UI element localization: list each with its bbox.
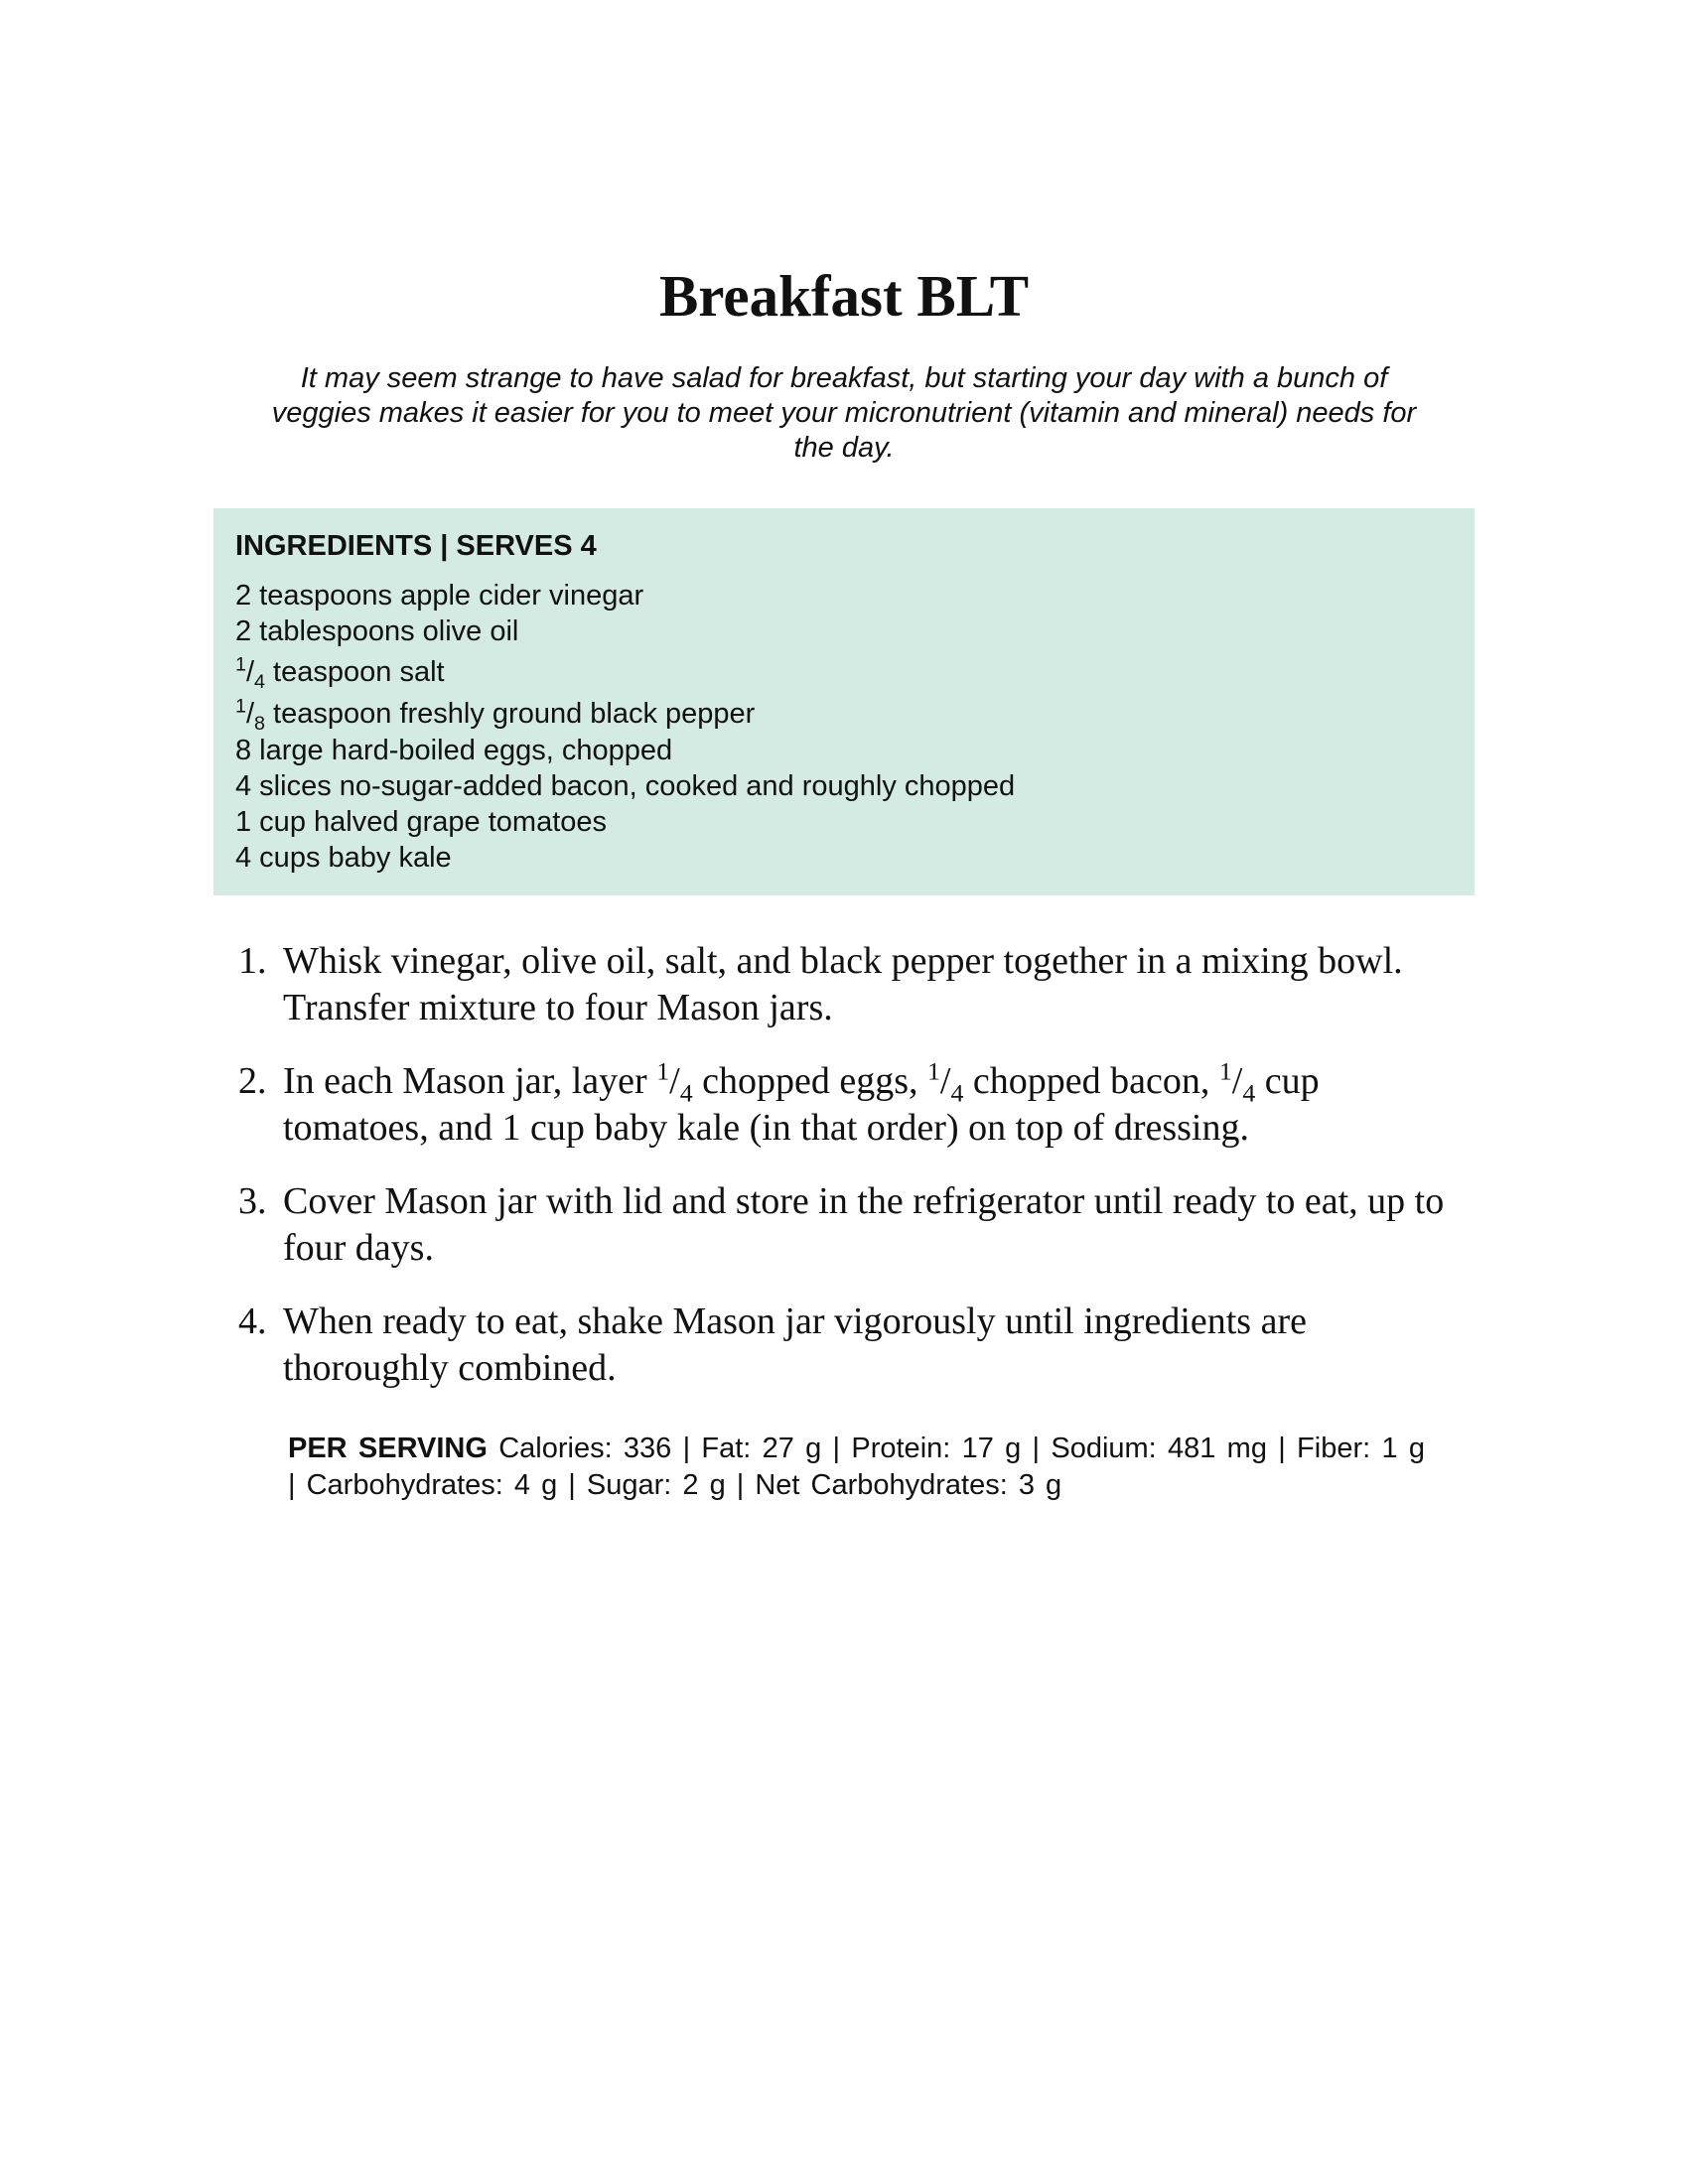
fraction-denominator: 4 bbox=[254, 670, 265, 693]
ingredient-item: $^1/_8$ teaspoon freshly ground black pepper bbox=[235, 695, 756, 735]
ingredients-box bbox=[213, 508, 1475, 895]
ingredient-item: 4 slices no-sugar-added bacon, cooked and roughly chopped bbox=[235, 770, 1016, 802]
instruction-step bbox=[238, 1058, 1470, 1152]
nutrition-info bbox=[288, 1431, 1425, 1504]
ingredient-item: 2 tablespoons olive oil bbox=[235, 615, 519, 647]
ingredients-header: INGREDIENTS | SERVES 4 bbox=[235, 530, 597, 562]
fraction-numerator: 1 bbox=[235, 695, 246, 718]
ingredients-list bbox=[235, 578, 1453, 876]
fraction-denominator: 8 bbox=[254, 712, 265, 735]
instruction-step bbox=[238, 1298, 1470, 1392]
ingredient-item: 1 cup halved grape tomatoes bbox=[235, 806, 608, 838]
nutrition-values: Calories: 336 | Fat: 27 g | Protein: 17 g | Sodium: 481 mg | Fiber: 1 g | Carbohydrates: 4 g | Sugar: 2 g | Net Carbohydrates: 3 g bbox=[288, 1433, 1425, 1501]
ingredient-item: 8 large hard-boiled eggs, chopped bbox=[235, 735, 673, 766]
step-number: 4. bbox=[238, 1300, 267, 1342]
ingredient-item: 4 cups baby kale bbox=[235, 842, 452, 874]
nutrition-label: PER SERVING bbox=[288, 1433, 488, 1464]
step-text: When ready to eat, shake Mason jar vigorously until ingredients are thoroughly combined. bbox=[283, 1300, 1307, 1389]
ingredient-item: $^1/_4$ teaspoon salt bbox=[235, 653, 445, 693]
recipe-intro: It may seem strange to have salad for breakfast, but starting your day with a bunch of veggies makes it easier for you to meet your micronutrient (vitamin and mineral) needs for the day. bbox=[271, 362, 1417, 464]
instruction-step bbox=[238, 1178, 1470, 1272]
fraction-numerator: 1 bbox=[235, 653, 246, 676]
step-text: In each Mason jar, layer $^1/_4$ chopped eggs, $^1/_4$ chopped bacon, $^1/_4$ cup tomatoes, and 1 cup baby kale (in that order) on top of dressing. bbox=[283, 1056, 1320, 1149]
recipe-title: Breakfast BLT bbox=[658, 263, 1030, 329]
step-number: 1. bbox=[238, 940, 267, 982]
step-text: Whisk vinegar, olive oil, salt, and black pepper together in a mixing bowl. Transfer mixture to four Mason jars. bbox=[283, 940, 1403, 1028]
instructions-list bbox=[238, 938, 1470, 1419]
step-number: 3. bbox=[238, 1180, 267, 1222]
ingredient-item: 2 teaspoons apple cider vinegar bbox=[235, 580, 644, 612]
instruction-step bbox=[238, 938, 1470, 1031]
step-number: 2. bbox=[238, 1060, 267, 1102]
step-text: Cover Mason jar with lid and store in the refrigerator until ready to eat, up to four days. bbox=[283, 1180, 1445, 1269]
